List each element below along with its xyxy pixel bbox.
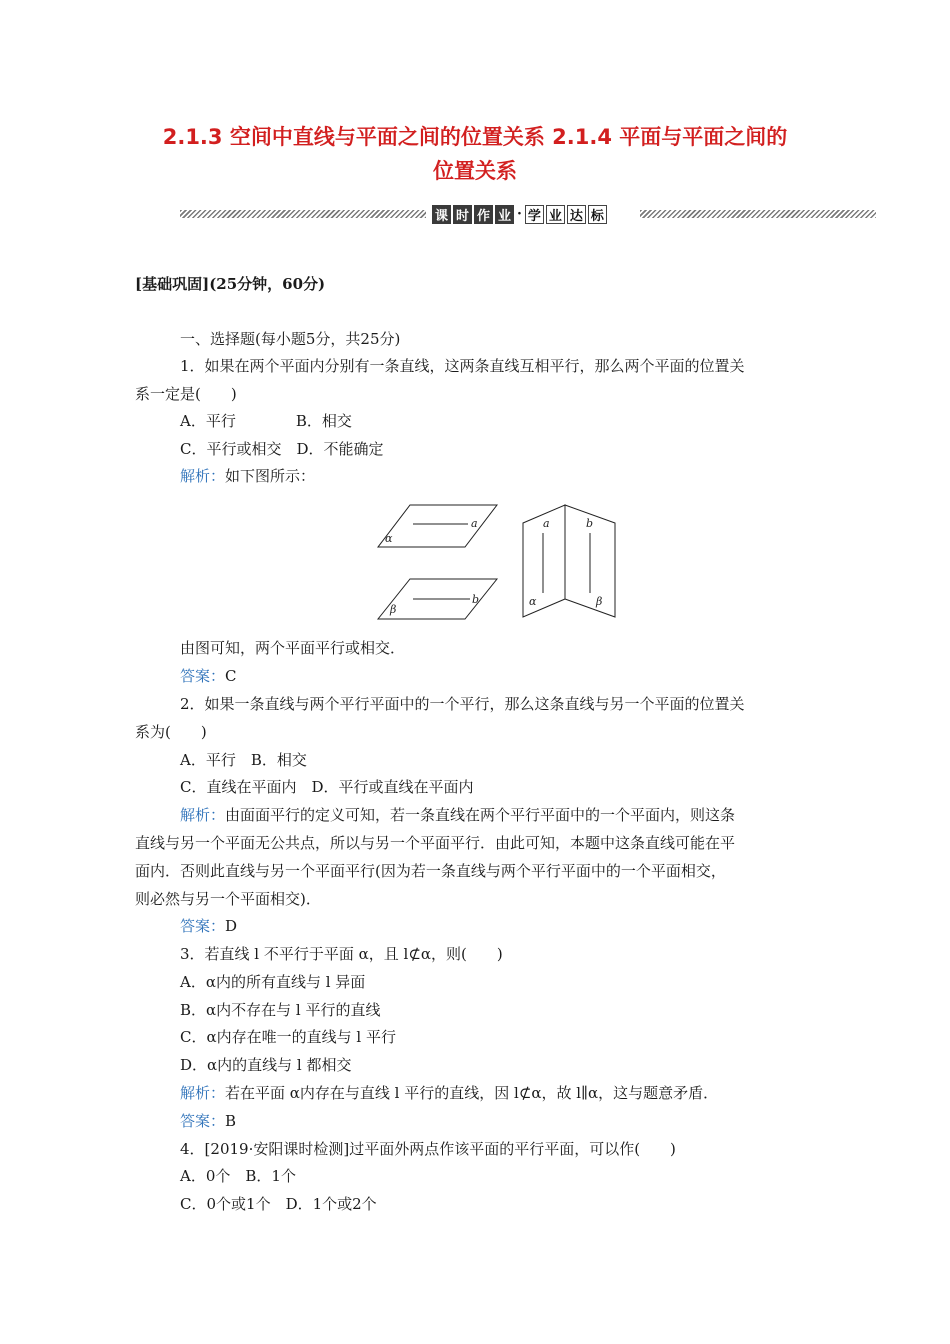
analysis-text: 面内．否则此直线与另一个平面平行(因为若一条直线与两个平行平面中的一个平面相交， [135, 862, 726, 880]
question-text: 3．若直线 l 不平行于平面 α，且 l⊄α，则( ) [180, 945, 503, 963]
title-line-1: 2.1.3 空间中直线与平面之间的位置关系 2.1.4 平面与平面之间的 [162, 125, 788, 149]
section-banner [180, 202, 876, 226]
option-line: D．α内的直线与 l 都相交 [180, 1056, 352, 1074]
option-line: A．平行 B．相交 [180, 751, 307, 769]
title-line-2: 位置关系 [433, 159, 517, 183]
answer-value: C [225, 667, 237, 685]
option-line: A．α内的所有直线与 l 异面 [180, 973, 366, 991]
banner-stripe-left [180, 210, 426, 218]
option-line: C．直线在平面内 D．平行或直线在平面内 [180, 778, 474, 796]
option-line: A．平行 B．相交 [180, 412, 352, 430]
plane-diagram [375, 495, 625, 625]
analysis-line [180, 466, 315, 486]
page-title [120, 120, 830, 188]
banner-stripe-right [640, 210, 876, 218]
analysis-label: 解析： [180, 467, 226, 485]
answer-line [180, 916, 237, 936]
answer-line [180, 666, 237, 686]
banner-char: 业 [495, 205, 514, 224]
answer-value: B [225, 1112, 237, 1130]
question-text: 4．[2019·安阳课时检测]过平面外两点作该平面的平行平面，可以作( ) [180, 1140, 676, 1158]
question-text: 1．如果在两个平面内分别有一条直线，这两条直线互相平行，那么两个平面的位置关 [180, 357, 745, 375]
section-heading: [基础巩固](25分钟，60分) [135, 275, 326, 293]
banner-char: 课 [432, 205, 451, 224]
answer-label: 答案： [180, 917, 226, 935]
banner-char: 时 [453, 205, 472, 224]
bottom-line-label: b [472, 593, 480, 606]
answer-label: 答案： [180, 1112, 226, 1130]
banner-char: 标 [588, 205, 607, 224]
top-plane [378, 505, 497, 547]
analysis-text: 直线与另一个平面无公共点，所以与另一个平面平行．由此可知，本题中这条直线可能在平 [135, 834, 736, 852]
banner-char: 学 [525, 205, 544, 224]
analysis-text: 由图可知，两个平面平行或相交． [180, 639, 406, 657]
plane-figure [375, 495, 625, 625]
option-line: C．0个或1个 D．1个或2个 [180, 1195, 377, 1213]
top-plane-label: α [385, 532, 393, 545]
question-text: 系一定是( ) [135, 385, 237, 403]
folded-right-plane-label: β [596, 595, 603, 608]
option-line: C．α内存在唯一的直线与 l 平行 [180, 1028, 396, 1046]
answer-line [180, 1111, 236, 1131]
option-line: A．0个 B．1个 [180, 1167, 296, 1185]
analysis-text: 由面面平行的定义可知，若一条直线在两个平行平面中的一个平面内，则这条 [225, 806, 736, 824]
question-text: 2．如果一条直线与两个平行平面中的一个平行，那么这条直线与另一个平面的位置关 [180, 695, 745, 713]
answer-value: D [225, 917, 238, 935]
analysis-label: 解析： [180, 806, 226, 824]
option-line: B．α内不存在与 l 平行的直线 [180, 1001, 381, 1019]
top-line-label: a [471, 517, 478, 530]
part-heading: 一、选择题(每小题5分，共25分) [180, 330, 401, 348]
answer-label: 答案： [180, 667, 226, 685]
analysis-line [180, 1083, 718, 1103]
analysis-label: 解析： [180, 1084, 226, 1102]
analysis-text: 则必然与另一个平面相交)． [135, 890, 321, 908]
folded-left-line-label: a [543, 517, 550, 530]
banner-char: 业 [546, 205, 565, 224]
analysis-line [180, 805, 735, 825]
bottom-plane-label: β [390, 603, 397, 616]
folded-right-line-label: b [586, 517, 594, 530]
question-text: 系为( ) [135, 723, 207, 741]
banner-separator: · [517, 206, 522, 222]
banner-char: 达 [567, 205, 586, 224]
analysis-text: 若在平面 α内存在与直线 l 平行的直线，因 l⊄α，故 l∥α，这与题意矛盾． [225, 1084, 719, 1102]
banner-label [432, 202, 609, 226]
banner-char: 作 [474, 205, 493, 224]
analysis-text: 如下图所示： [225, 467, 316, 485]
folded-left-plane-label: α [529, 595, 537, 608]
option-line: C．平行或相交 D．不能确定 [180, 440, 384, 458]
